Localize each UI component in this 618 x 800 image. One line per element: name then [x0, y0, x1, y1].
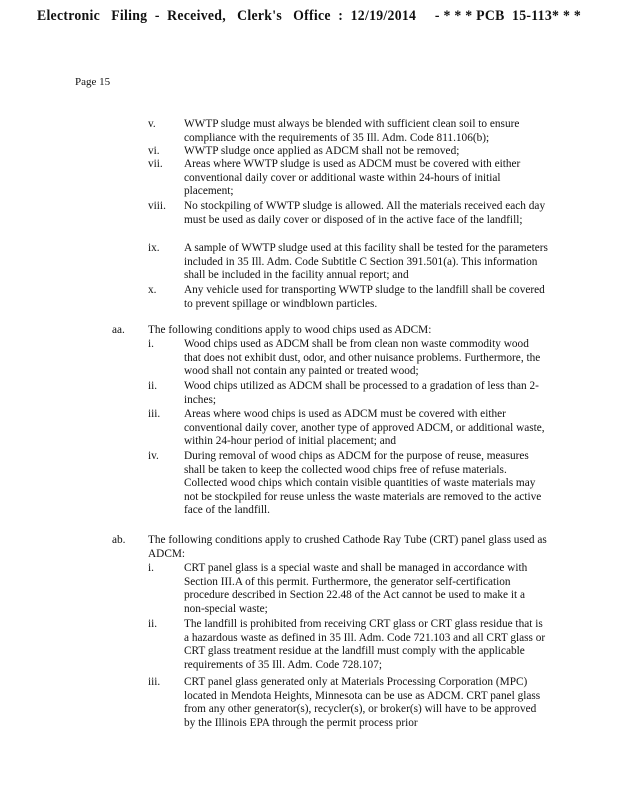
- section-intro: The following conditions apply to crushed Cathode Ray Tube (CRT) panel glass used as ADCM:: [148, 534, 547, 560]
- item-number: i.: [148, 338, 154, 350]
- list-item-text: CRT panel glass generated only at Materials Processing Corporation (MPC) located in Mendota Heights, Minnesota can be use as ADCM. CRT panel glass from any other generator(s), recycler(s), or broker(s) will have to be approved by the Illinois EPA through the permit process prior: [184, 676, 541, 729]
- item-number: iii.: [148, 408, 161, 420]
- item-number: x.: [148, 284, 157, 296]
- list-item-text: The landfill is prohibited from receiving CRT glass or CRT glass residue that is a hazardous waste as defined in 35 Ill. Adm. Code 721.103 and all CRT glass or CRT glass treatment residue at the landfill must comply with the applicable requirements of 35 Ill. Adm. Code 728.107;: [184, 618, 546, 671]
- filing-stamp-header: Electronic Filing - Received, Clerk's Office : 12/19/2014 - * * * PCB 15-113* * *: [36, 8, 582, 24]
- list-item-text: Wood chips used as ADCM shall be from clean non waste commodity wood that does not exhibit dust, odor, and other nuisance problems. Furthermore, the wood shall not contain any painted or treated wood;: [184, 338, 541, 378]
- item-number: ii.: [148, 618, 158, 630]
- item-number: iv.: [148, 450, 159, 462]
- section-label: aa.: [112, 324, 125, 336]
- item-number: ix.: [148, 242, 160, 254]
- page-number: Page 15: [75, 76, 111, 88]
- list-item-text: No stockpiling of WWTP sludge is allowed. All the materials received each day must be used as daily cover or disposed of in the active face of the landfill;: [184, 200, 546, 226]
- list-item-text: CRT panel glass is a special waste and shall be managed in accordance with Section III.A of this permit. Furthermore, the generator self-certification procedure described in Section 22.48 of the Act cannot be used to make it a non-special waste;: [184, 562, 528, 615]
- list-item-text: During removal of wood chips as ADCM for the purpose of reuse, measures shall be taken to keep the collected wood chips free of refuse materials. Collected wood chips which contain visible quantities of waste materials may not be stockpiled for reuse unless the waste materials are removed to the active face of the landfill.: [184, 450, 542, 517]
- list-item-text: Areas where WWTP sludge is used as ADCM must be covered with either conventional daily cover or additional waste within 24-hours of initial placement;: [184, 158, 521, 198]
- list-item-text: Wood chips utilized as ADCM shall be processed to a gradation of less than 2-inches;: [184, 380, 539, 406]
- item-number: viii.: [148, 200, 166, 212]
- list-item-text: WWTP sludge once applied as ADCM shall not be removed;: [184, 145, 460, 157]
- item-number: ii.: [148, 380, 158, 392]
- item-number: vi.: [148, 145, 160, 157]
- item-number: iii.: [148, 676, 161, 688]
- item-number: i.: [148, 562, 154, 574]
- item-number: v.: [148, 118, 156, 130]
- section-intro: The following conditions apply to wood chips used as ADCM:: [148, 324, 432, 336]
- item-number: vii.: [148, 158, 163, 170]
- list-item-text: WWTP sludge must always be blended with sufficient clean soil to ensure compliance with the requirements of 35 Ill. Adm. Code 811.106(b);: [184, 118, 520, 144]
- list-item-text: Any vehicle used for transporting WWTP sludge to the landfill shall be covered to prevent spillage or windblown particles.: [184, 284, 545, 310]
- list-item-text: A sample of WWTP sludge used at this facility shall be tested for the parameters included in 35 Ill. Adm. Code Subtitle C Section 391.501(a). This information shall be included in the facility annual report; and: [184, 242, 548, 282]
- section-label: ab.: [112, 534, 126, 546]
- list-item-text: Areas where wood chips is used as ADCM must be covered with either conventional daily cover, another type of approved ADCM, or additional waste, within 24-hour period of initial placement; and: [184, 408, 545, 448]
